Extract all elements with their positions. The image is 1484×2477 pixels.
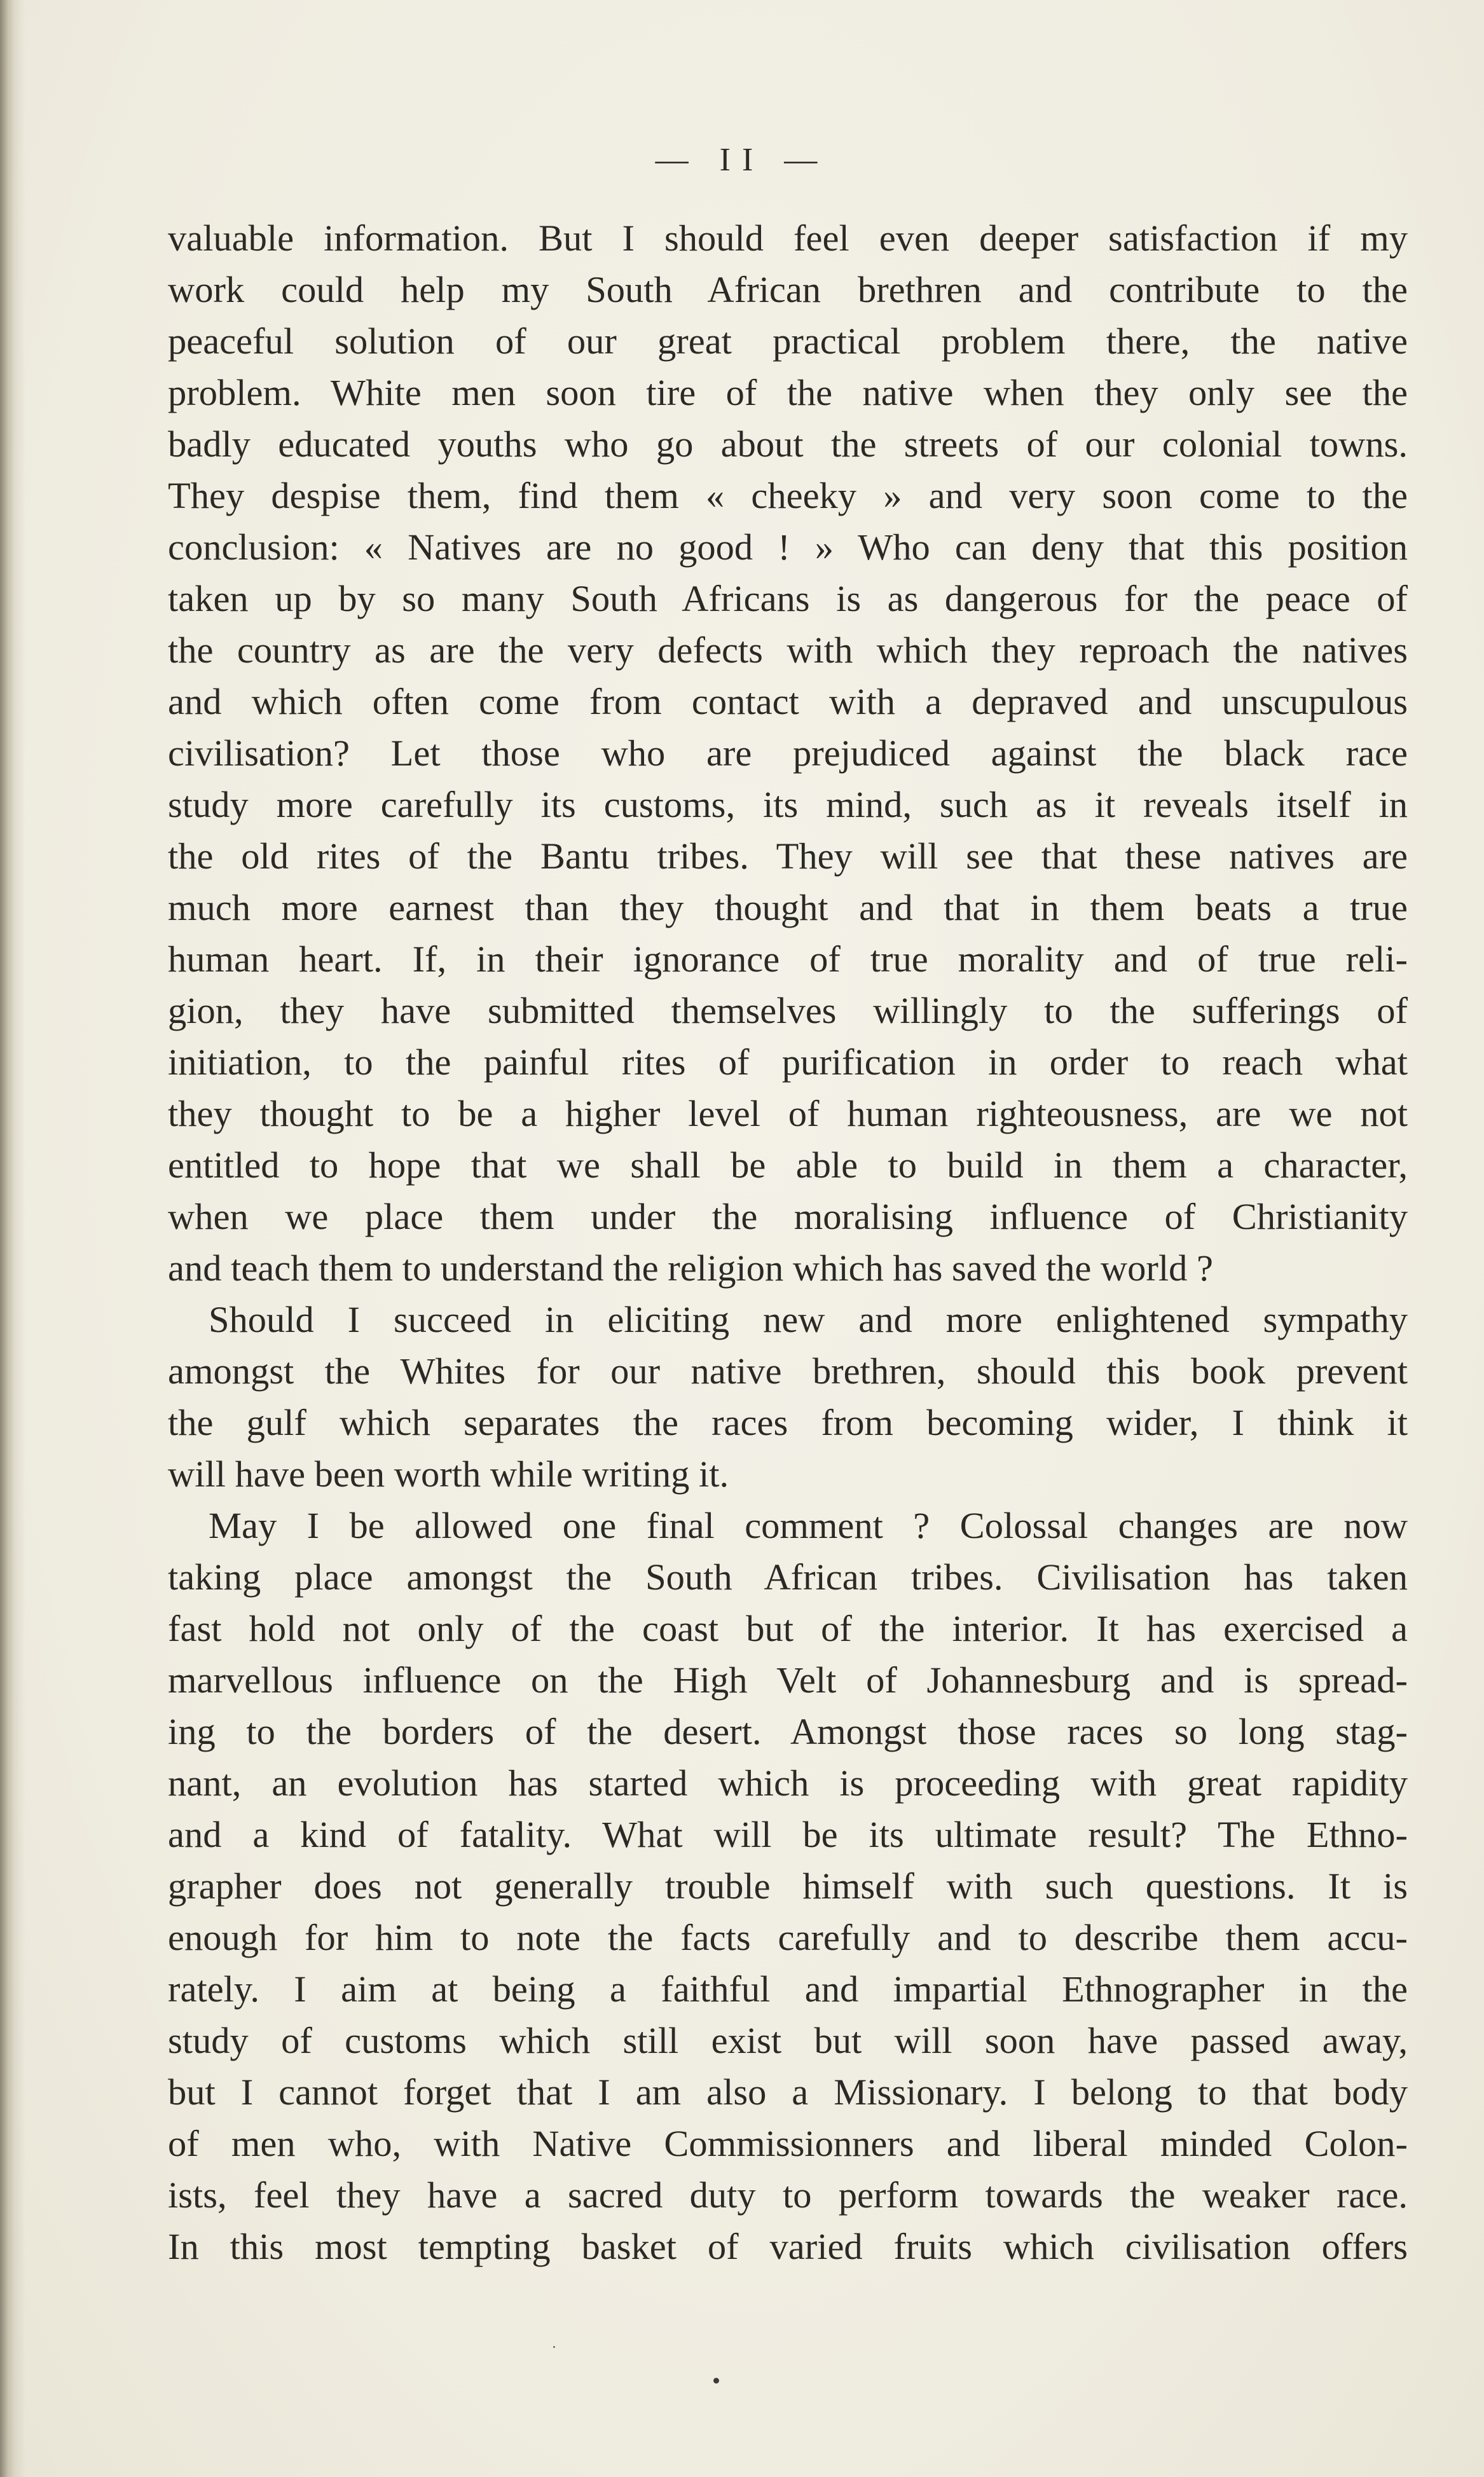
text-line: marvellous influence on the High Velt of Johannesburg and is spread- xyxy=(168,1659,1408,1701)
text-line: entitled to hope that we shall be able to build in them a character, xyxy=(168,1144,1408,1186)
text-line: study of customs which still exist but will soon have passed away, xyxy=(168,2020,1408,2061)
text-line: taken up by so many South Africans is as dangerous for the peace of xyxy=(168,578,1408,619)
text-line: of men who, with Native Commissionners and liberal minded Colon- xyxy=(168,2123,1408,2164)
text-line: the gulf which separates the races from becoming wider, I think it xyxy=(168,1402,1408,1443)
binding-edge-shadow xyxy=(0,0,14,2477)
text-line: peaceful solution of our great practical problem there, the native xyxy=(168,320,1408,362)
text-line: In this most tempting basket of varied fruits which civilisation offers xyxy=(168,2226,1408,2267)
text-line: grapher does not generally trouble himself with such questions. It is xyxy=(168,1865,1408,1907)
text-line: ing to the borders of the desert. Amongst those races so long stag- xyxy=(168,1711,1408,1752)
text-line: study more carefully its customs, its mind, such as it reveals itself in xyxy=(168,784,1408,825)
text-line: enough for him to note the facts carefully and to describe them accu- xyxy=(168,1917,1408,1958)
body-text xyxy=(168,212,1408,2272)
page-number-header: — II — xyxy=(655,142,829,178)
text-line: They despise them, find them « cheeky » and very soon come to the xyxy=(168,475,1408,516)
text-line: fast hold not only of the coast but of the interior. It has exercised a xyxy=(168,1608,1408,1649)
text-line: when we place them under the moralising influence of Christianity xyxy=(168,1196,1408,1237)
text-line: much more earnest than they thought and that in them beats a true xyxy=(168,887,1408,928)
text-line: valuable information. But I should feel even deeper satisfaction if my xyxy=(168,217,1408,259)
text-line: gion, they have submitted themselves willingly to the sufferings of xyxy=(168,990,1408,1031)
text-line: nant, an evolution has started which is proceeding with great rapidity xyxy=(168,1762,1408,1804)
text-line: initiation, to the painful rites of purification in order to reach what xyxy=(168,1041,1408,1083)
text-line: work could help my South African brethren and contribute to the xyxy=(168,269,1408,310)
text-line: they thought to be a higher level of human righteousness, are we not xyxy=(168,1093,1408,1134)
text-line: human heart. If, in their ignorance of true morality and of true reli- xyxy=(168,938,1408,980)
text-line: and teach them to understand the religion which has saved the world ? xyxy=(168,1247,1213,1289)
paragraph-first-line: May I be allowed one final comment ? Colossal changes are now xyxy=(209,1505,1408,1546)
text-line: and which often come from contact with a depraved and unscupulous xyxy=(168,681,1408,722)
text-line: amongst the Whites for our native brethren, should this book prevent xyxy=(168,1350,1408,1392)
text-line: problem. White men soon tire of the native when they only see the xyxy=(168,372,1408,413)
paragraph-first-line: Should I succeed in eliciting new and more enlightened sympathy xyxy=(209,1299,1408,1340)
text-line: and a kind of fatality. What will be its ultimate result? The Ethno- xyxy=(168,1814,1408,1855)
paper-speck xyxy=(553,2346,555,2348)
text-line: conclusion: « Natives are no good ! » Who can deny that this position xyxy=(168,526,1408,568)
text-line: rately. I aim at being a faithful and impartial Ethnographer in the xyxy=(168,1968,1408,2010)
text-line: badly educated youths who go about the streets of our colonial towns. xyxy=(168,423,1408,465)
text-line: but I cannot forget that I am also a Missionary. I belong to that body xyxy=(168,2071,1408,2113)
text-line: will have been worth while writing it. xyxy=(168,1453,729,1495)
text-line: ists, feel they have a sacred duty to perform towards the weaker race. xyxy=(168,2174,1408,2216)
text-line: the country as are the very defects with which they reproach the natives xyxy=(168,629,1408,671)
text-line: taking place amongst the South African tribes. Civilisation has taken xyxy=(168,1556,1408,1598)
signature-mark-dot xyxy=(713,2378,719,2384)
text-line: the old rites of the Bantu tribes. They will see that these natives are xyxy=(168,835,1408,877)
text-line: civilisation? Let those who are prejudiced against the black race xyxy=(168,732,1408,774)
